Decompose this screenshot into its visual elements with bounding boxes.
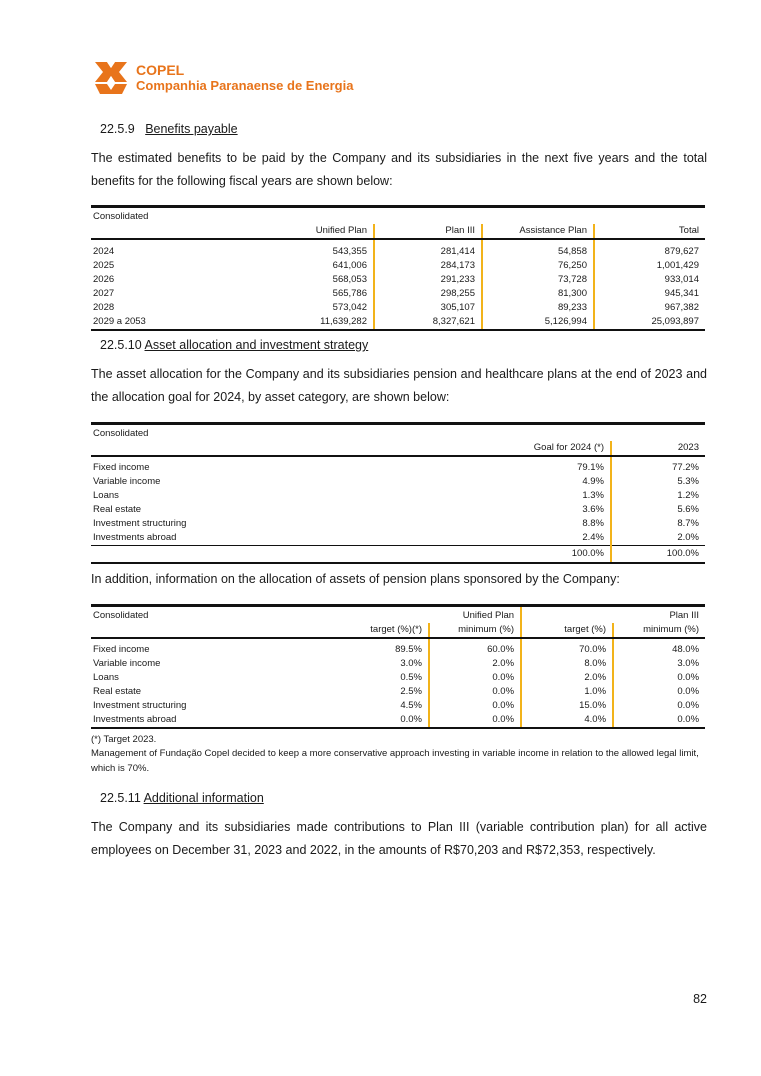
copel-logo-icon	[93, 60, 129, 96]
table-row: Real estate 2.5% 0.0% 1.0% 0.0%	[93, 686, 700, 697]
asset-allocation-table	[91, 422, 705, 564]
section-title: Additional information	[143, 791, 264, 805]
table-row: Investments abroad 0.0% 0.0% 4.0% 0.0%	[91, 713, 705, 728]
table-row: Variable income 3.0% 2.0% 8.0% 3.0%	[93, 658, 700, 669]
group-header: Plan III	[521, 606, 705, 624]
section-title: Asset allocation and investment strategy	[144, 338, 369, 352]
section-number: 22.5.10	[100, 338, 142, 352]
col-header: 2023	[611, 441, 705, 456]
section-heading-additional-info	[100, 791, 264, 805]
col-header: target (%)	[521, 623, 613, 638]
pension-allocation-table	[91, 604, 705, 729]
table-row: 2025 641,006 284,173 76,250 1,001,429	[93, 260, 699, 271]
benefits-intro: The estimated benefits to be paid by the Company and its subsidiaries in the next five years and the total benefits for the following fiscal years are shown below:	[91, 151, 707, 188]
table-row: Real estate 3.6% 5.6%	[93, 504, 699, 515]
section-number: 22.5.11	[100, 791, 141, 805]
table-row: Investment structuring 4.5% 0.0% 15.0% 0.0%	[93, 700, 700, 711]
table-row: Variable income 4.9% 5.3%	[93, 476, 699, 487]
pension-allocation-intro: In addition, information on the allocation of assets of pension plans sponsored by the Company:	[91, 572, 620, 586]
col-header: Assistance Plan	[482, 224, 594, 239]
col-header: target (%)(*)	[339, 623, 429, 638]
table-row: 2024 543,355 281,414 54,858 879,627	[93, 246, 699, 257]
table-total-row: 100.0% 100.0%	[91, 546, 705, 564]
col-header: Total	[594, 224, 705, 239]
section-number: 22.5.9	[100, 122, 135, 136]
company-logo	[93, 60, 353, 96]
table-row: Investments abroad 2.4% 2.0%	[91, 531, 705, 546]
table-row: 2027 565,786 298,255 81,300 945,341	[93, 288, 699, 299]
logo-brand: COPEL	[136, 62, 185, 78]
table-row: Investment structuring 8.8% 8.7%	[93, 518, 699, 529]
table-label: Consolidated	[91, 424, 491, 442]
col-header: minimum (%)	[429, 623, 521, 638]
col-header: Goal for 2024 (*)	[491, 441, 611, 456]
table-label: Consolidated	[91, 606, 339, 624]
section-title: Benefits payable	[145, 122, 238, 136]
page-number: 82	[693, 992, 707, 1006]
col-header: Unified Plan	[221, 224, 374, 239]
table-row: Loans 1.3% 1.2%	[93, 490, 699, 501]
footnote-management: Management of Fundação Copel decided to keep a more conservative approach investing in variable income in relation to the allowed legal limit, which is 70%.	[91, 748, 699, 774]
table-row: Fixed income 79.1% 77.2%	[93, 462, 699, 473]
table-label: Consolidated	[91, 207, 221, 225]
col-header: minimum (%)	[613, 623, 705, 638]
table-row: 2029 a 2053 11,639,282 8,327,621 5,126,994 25,093,897	[91, 315, 705, 330]
footnote-target: (*) Target 2023.	[91, 734, 157, 745]
table-row: Loans 0.5% 0.0% 2.0% 0.0%	[93, 672, 700, 683]
benefits-table	[91, 205, 705, 331]
table-row: 2028 573,042 305,107 89,233 967,382	[93, 302, 699, 313]
table-row: 2026 568,053 291,233 73,728 933,014	[93, 274, 699, 285]
logo-company-name: Companhia Paranaense de Energia	[136, 78, 354, 93]
section-heading-asset-allocation	[100, 338, 368, 352]
additional-info-text: The Company and its subsidiaries made contributions to Plan III (variable contribution plan) for all active employees on December 31, 2023 and 2022, in the amounts of R$70,203 and R$72,353, respectively.	[91, 820, 707, 857]
group-header: Unified Plan	[339, 606, 521, 624]
asset-allocation-intro: The asset allocation for the Company and its subsidiaries pension and healthcare plans at the end of 2023 and the allocation goal for 2024, by asset category, are shown below:	[91, 367, 707, 404]
section-heading-benefits	[100, 122, 238, 136]
table-row: Fixed income 89.5% 60.0% 70.0% 48.0%	[93, 644, 700, 655]
col-header: Plan III	[374, 224, 482, 239]
